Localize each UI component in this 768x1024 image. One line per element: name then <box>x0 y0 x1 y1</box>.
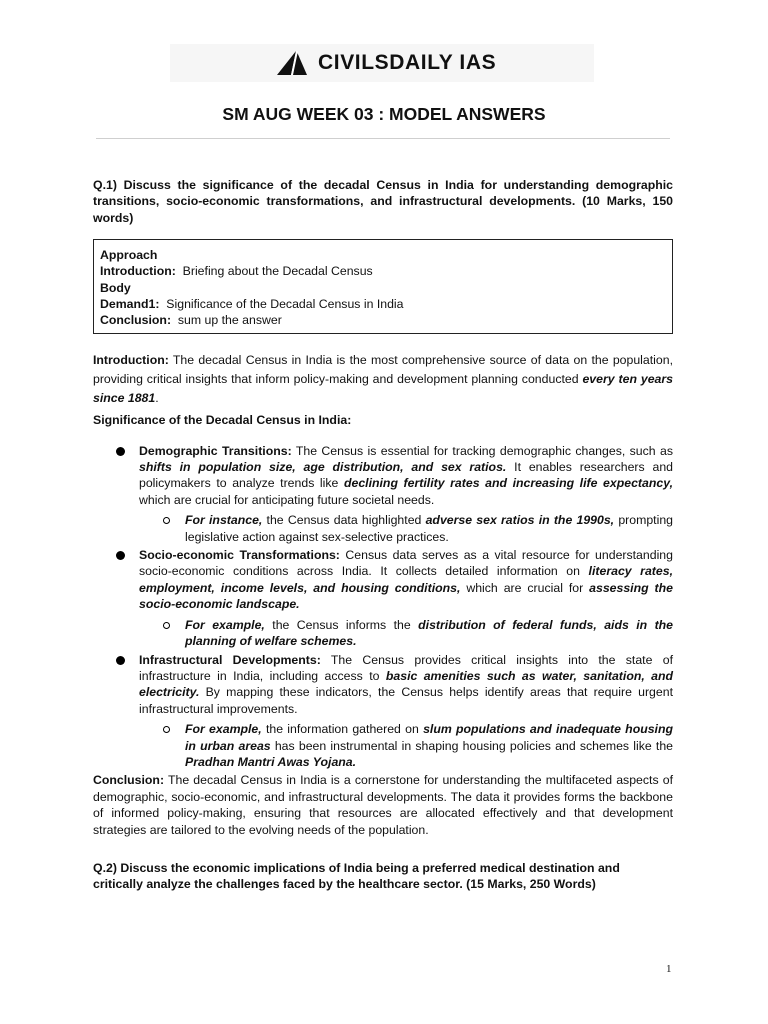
title-divider <box>96 138 670 139</box>
approach-conclusion-text: sum up the answer <box>177 313 282 328</box>
approach-box <box>93 239 673 334</box>
approach-conclusion-label: Conclusion: <box>100 313 172 328</box>
sub-text: the Census informs the <box>272 617 411 632</box>
list-item-socio-economic <box>93 547 673 649</box>
sub-list <box>139 617 673 650</box>
page-number: 1 <box>666 963 672 975</box>
bullet-emphasis: basic amenities such as water, sanitation, and electricity. <box>139 668 674 700</box>
significance-heading: Significance of the Decadal Census in India: <box>93 413 352 428</box>
sub-text: has been instrumental in shaping housing policies and schemes like the <box>274 738 674 753</box>
answer-conclusion <box>93 772 673 838</box>
logo <box>276 48 496 78</box>
bullet-emphasis: literacy rates, employment, income levels, and housing conditions, <box>139 564 673 595</box>
bullet-text: which are crucial for <box>466 580 584 595</box>
sub-list-item <box>139 721 673 770</box>
bullet-emphasis: declining fertility rates and increasing life expectancy, <box>343 476 673 491</box>
bullet-label: Socio-economic Transformations: <box>139 548 340 563</box>
bullet-text: which are crucial for anticipating future societal needs. <box>139 492 435 507</box>
intro-label: Introduction: <box>93 353 169 368</box>
conclusion-label: Conclusion: <box>93 773 165 788</box>
bullet-label: Infrastructural Developments: <box>139 652 321 667</box>
question-2: Q.2) Discuss the economic implications of India being a preferred medical destination and critically analyze the challenges faced by the healthcare sector. (15 Marks, 250 Words) <box>93 860 620 892</box>
approach-body-heading: Body <box>100 280 131 295</box>
sub-list <box>139 721 673 770</box>
sub-text: prompting legislative action against sex-selective practices. <box>185 513 674 544</box>
question-1: Q.1) Discuss the significance of the decadal Census in India for understanding demographic transitions, socio-economic transformations, and infrastructural developments. (10 Marks, 150 words) <box>93 178 673 225</box>
sub-emphasis: adverse sex ratios in the 1990s, <box>425 513 615 528</box>
paper-plane-icon <box>276 48 308 78</box>
bullet-text: Census data serves as a vital resource for understanding socio-economic conditions across India. It collects detailed information on <box>139 548 673 579</box>
intro-text: The decadal Census in India is the most comprehensive source of data on the population, providing critical insights that inform policy-making and development planning conducted <box>93 353 673 387</box>
approach-intro-label: Introduction: <box>100 264 176 279</box>
approach-heading: Approach <box>100 248 158 263</box>
sub-list-item <box>139 617 673 650</box>
bullet-emphasis: assessing the socio-economic landscape. <box>139 580 673 612</box>
sub-list-item <box>139 512 673 545</box>
approach-demand-label: Demand1: <box>100 296 160 311</box>
bullet-label: Demographic Transitions: <box>139 443 292 458</box>
intro-emphasis: every ten years since 1881 <box>93 372 673 406</box>
significance-list <box>93 443 673 771</box>
page-title: SM AUG WEEK 03 : MODEL ANSWERS <box>222 104 546 124</box>
answer-introduction <box>93 351 673 408</box>
sub-emphasis: Pradhan Mantri Awas Yojana. <box>185 754 357 769</box>
approach-demand <box>100 296 666 312</box>
list-item-demographic <box>93 443 673 545</box>
document-body <box>93 177 673 893</box>
sub-lead: For example, <box>185 617 265 632</box>
approach-conclusion <box>100 312 666 328</box>
sub-list <box>139 512 673 545</box>
approach-intro <box>100 263 666 279</box>
bullet-text: By mapping these indicators, the Census helps identify areas that require urgent infrastructural improvements. <box>139 685 673 716</box>
sub-emphasis: slum populations and inadequate housing in urban areas <box>185 722 673 753</box>
bullet-text: The Census provides critical insights into the state of infrastructure in India, including access to <box>139 652 673 683</box>
sub-text: the information gathered on <box>265 722 419 737</box>
sub-lead: For example, <box>185 722 262 737</box>
approach-demand-text: Significance of the Decadal Census in India <box>166 296 404 311</box>
bullet-emphasis: shifts in population size, age distribution, and sex ratios. <box>139 460 507 475</box>
list-item-infrastructural <box>93 652 673 771</box>
bullet-text: It enables researchers and policymakers to analyze trends like <box>139 460 673 491</box>
bullet-text: The Census is essential for tracking demographic changes, such as <box>295 443 674 458</box>
conclusion-text: The decadal Census in India is a cornerstone for understanding the multifaceted aspects of demographic, socio-economic, and infrastructural developments. The data it provides forms the backbone of informed policy-making, ensuring that resources are allocated effectively and that development strategies are tailored to the evolving needs of the population. <box>93 773 673 837</box>
approach-intro-text: Briefing about the Decadal Census <box>182 264 373 279</box>
logo-text: CIVILSDAILY IAS <box>318 51 497 74</box>
sub-emphasis: distribution of federal funds, aids in the planning of welfare schemes. <box>185 617 674 649</box>
sub-text: the Census data highlighted <box>266 513 422 528</box>
sub-lead: For instance, <box>185 513 263 528</box>
intro-end: . <box>155 391 159 406</box>
